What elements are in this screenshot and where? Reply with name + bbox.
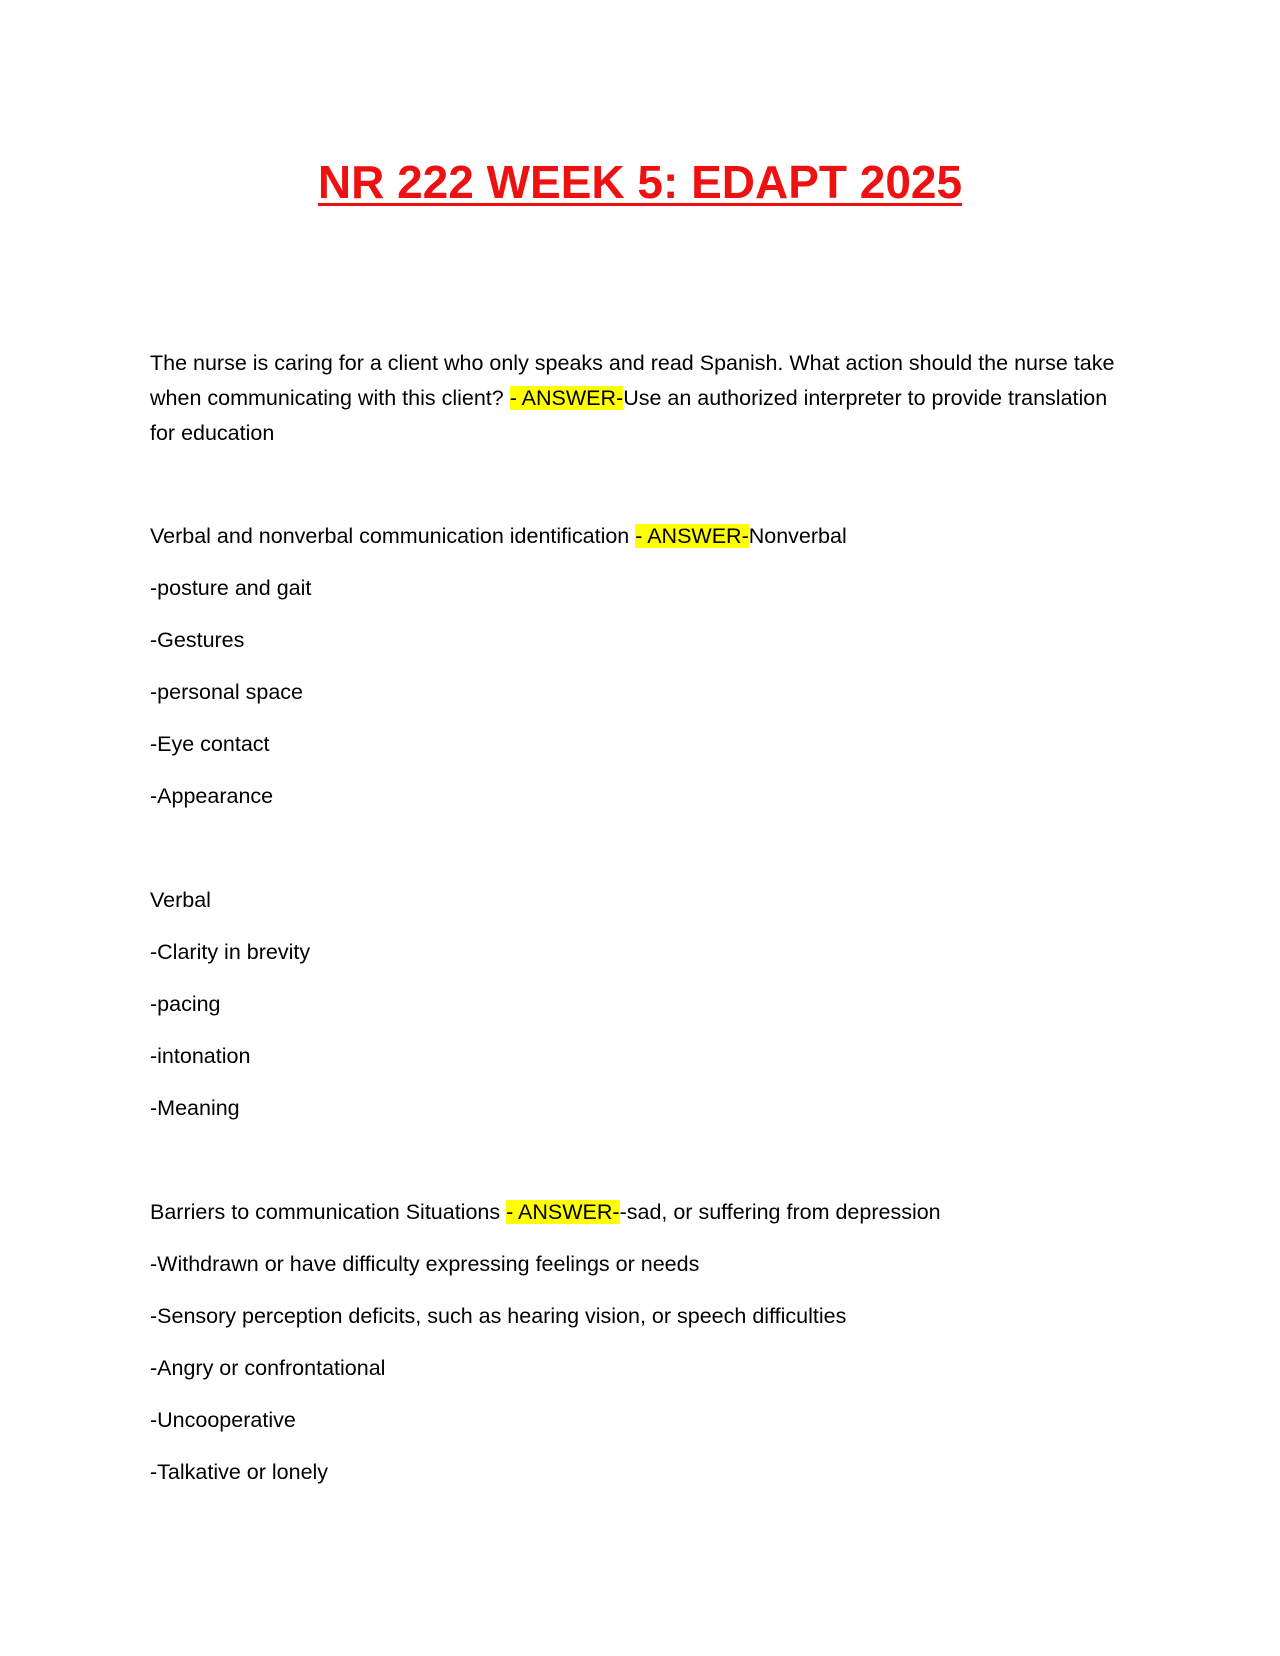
list-item: -Gestures: [150, 628, 245, 652]
document-title: [0, 154, 1280, 210]
question-2-text: Verbal and nonverbal communication identification: [150, 524, 636, 548]
question-1: [150, 346, 1135, 451]
answer-marker: - ANSWER-: [635, 524, 749, 548]
question-3-text: Barriers to communication Situations: [150, 1200, 507, 1224]
list-item: -Angry or confrontational: [150, 1356, 386, 1380]
list-item: -intonation: [150, 1044, 251, 1068]
question-2: [150, 519, 1135, 571]
answer-1-text: Use an authorized interpreter to provide translation for education: [150, 386, 1108, 445]
list-item: -Uncooperative: [150, 1408, 296, 1432]
list-item: -Appearance: [150, 784, 274, 808]
list-item: -posture and gait: [150, 576, 312, 600]
list-item: -pacing: [150, 992, 221, 1016]
answer-marker: - ANSWER-: [506, 1200, 620, 1224]
answer-3-text: -sad, or suffering from depression: [619, 1200, 941, 1224]
list-item: -Clarity in brevity: [150, 940, 311, 964]
question-1-text: The nurse is caring for a client who only speaks and read Spanish. What action should the nurse take when communicating with this client?: [150, 351, 1115, 410]
spacer: [150, 1143, 1135, 1195]
list-item: -Sensory perception deficits, such as hearing vision, or speech difficulties: [150, 1304, 847, 1328]
answer-2-text: Nonverbal: [748, 524, 847, 548]
list-item: -personal space: [150, 680, 303, 704]
document-body: [150, 346, 1135, 1507]
list-item: -Withdrawn or have difficulty expressing feelings or needs: [150, 1252, 700, 1276]
list-item: -Talkative or lonely: [150, 1460, 329, 1484]
answer-marker: - ANSWER-: [509, 386, 624, 410]
verbal-heading: Verbal: [150, 888, 211, 912]
list-item: -Meaning: [150, 1096, 240, 1120]
document-title-text: NR 222 WEEK 5: EDAPT 2025: [317, 156, 963, 208]
question-3: [150, 1195, 1135, 1247]
spacer: [150, 831, 1135, 883]
list-item: -Eye contact: [150, 732, 270, 756]
